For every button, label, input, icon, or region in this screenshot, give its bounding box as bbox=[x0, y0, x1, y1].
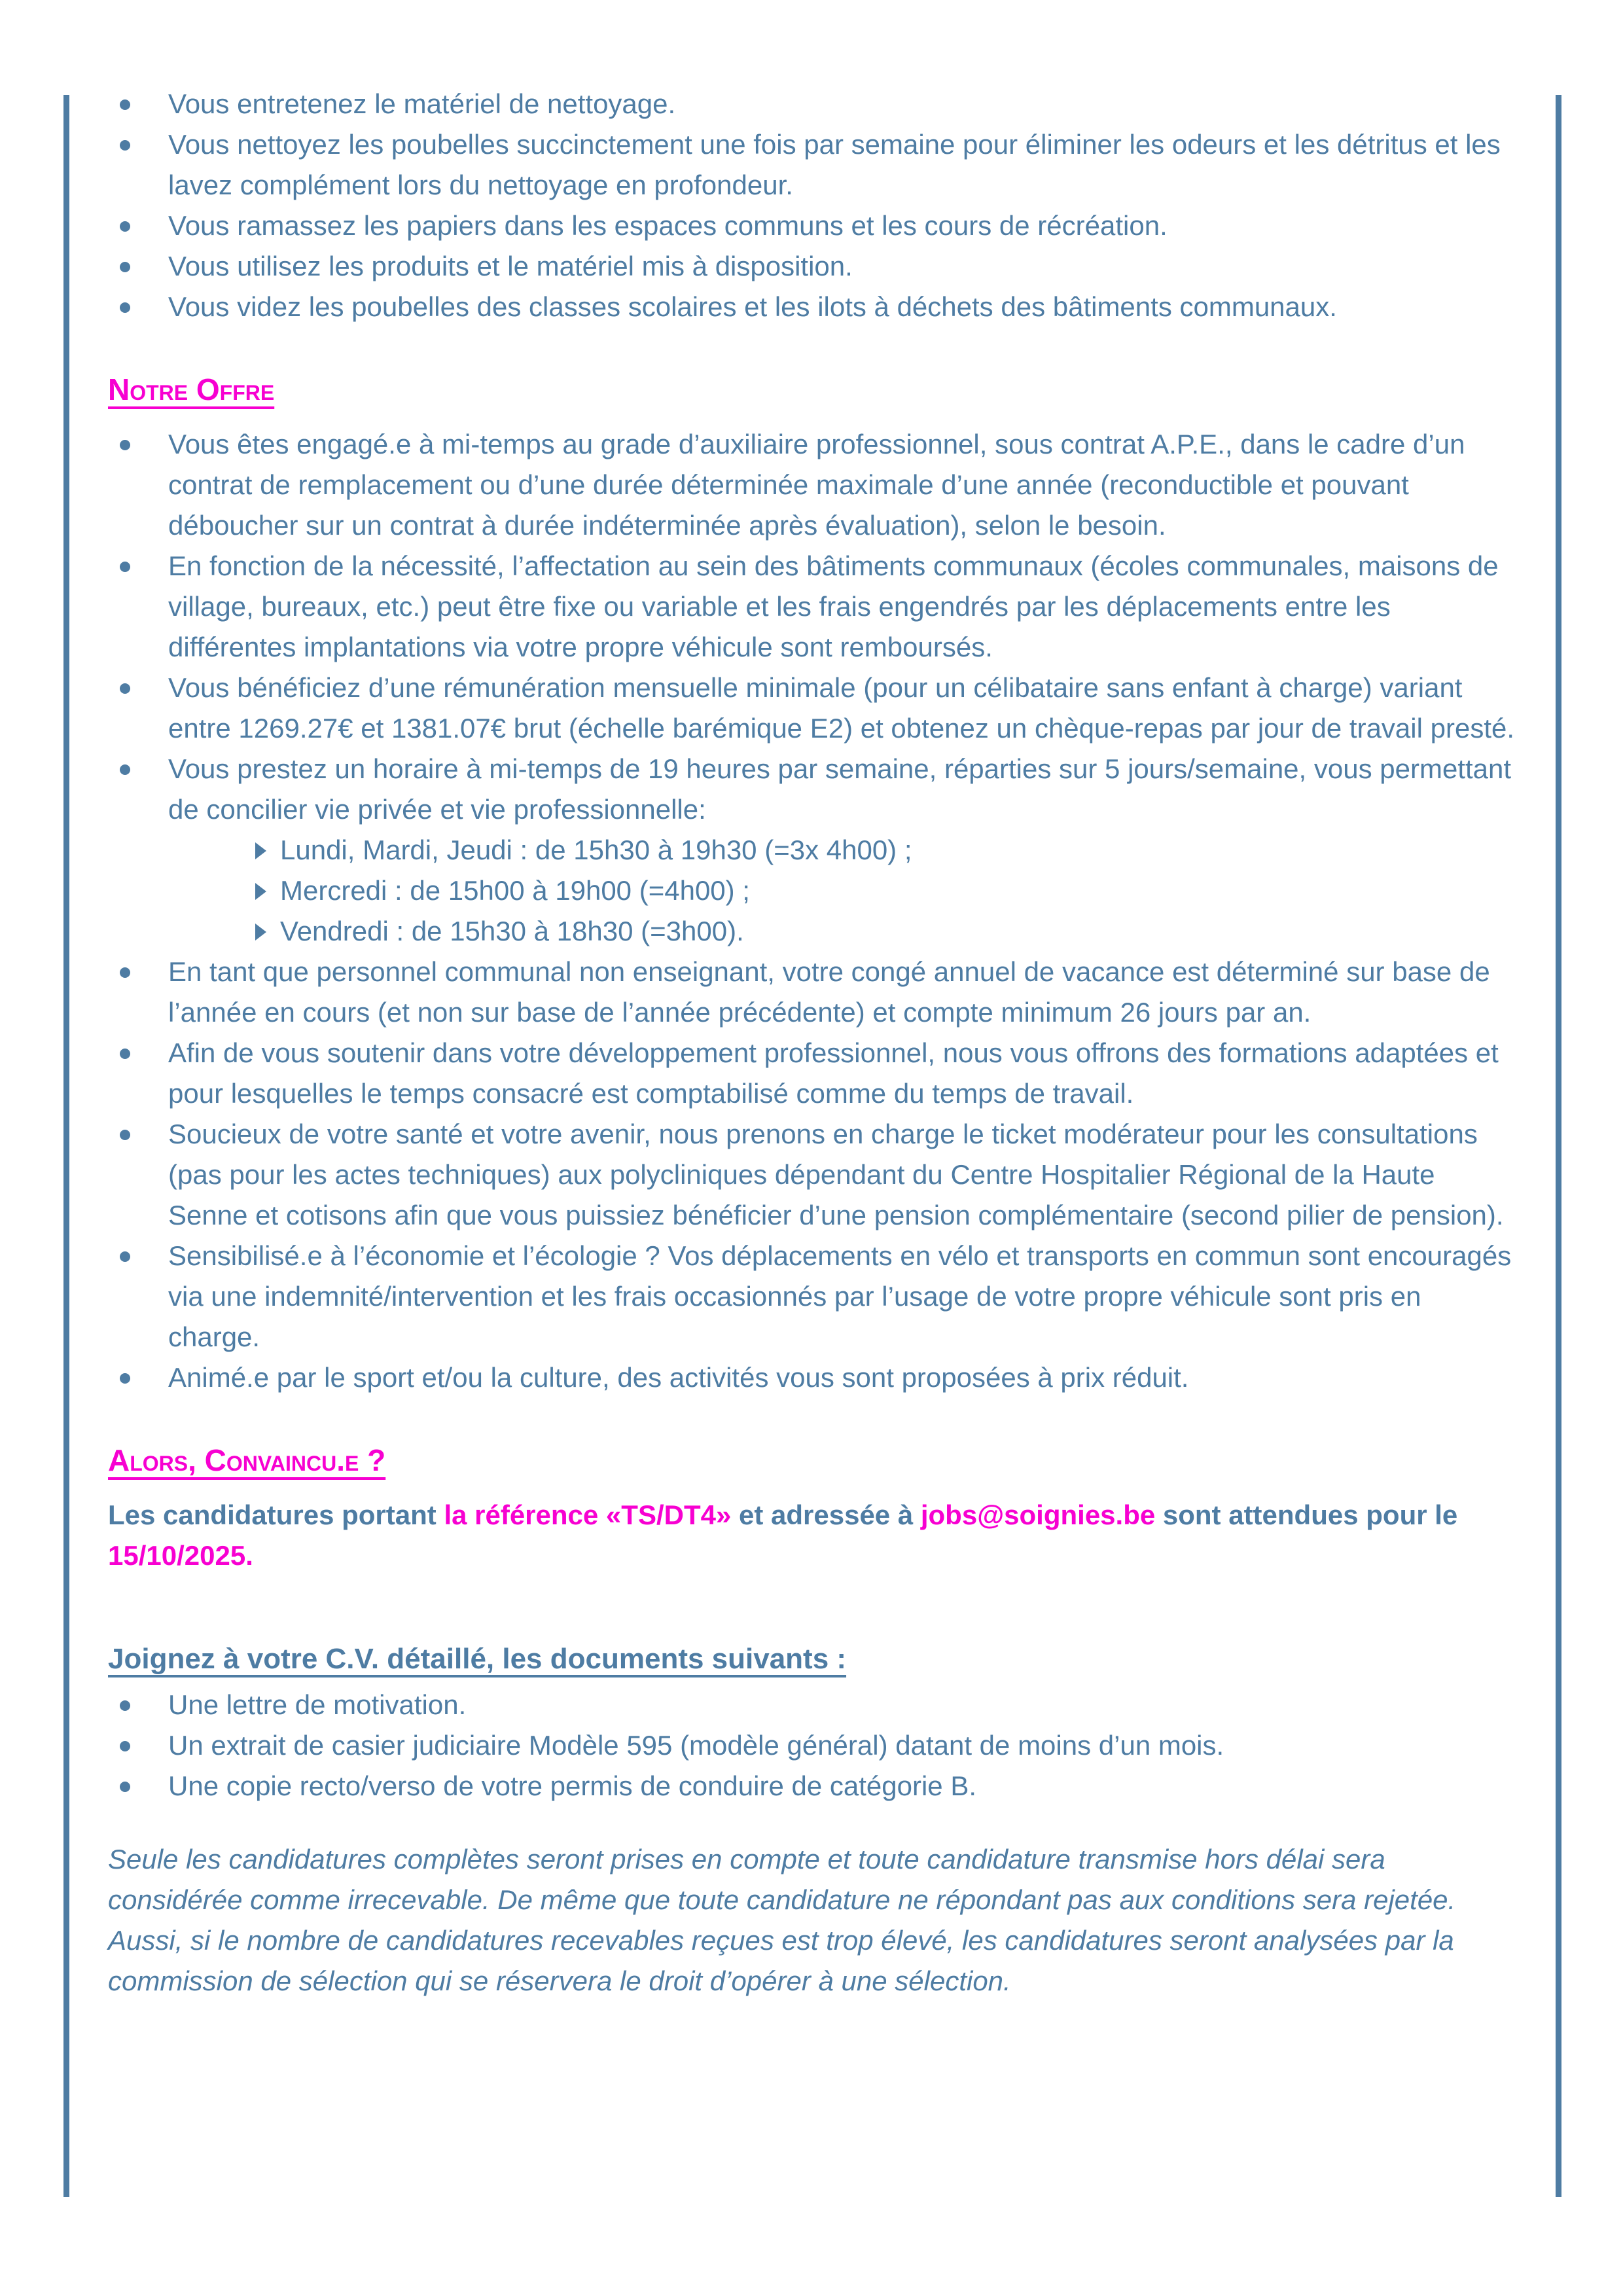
documents-list bbox=[108, 1685, 1516, 1806]
list-item: Vous videz les poubelles des classes scolaires et les ilots à déchets des bâtiments communaux. bbox=[108, 287, 1516, 327]
right-border-line bbox=[1556, 95, 1561, 2197]
offer-section-heading: Notre Offre bbox=[108, 372, 275, 406]
schedule-item: Vendredi : de 15h30 à 18h30 (=3h00). bbox=[215, 911, 1516, 952]
apply-text: Les candidatures portant bbox=[108, 1499, 444, 1530]
schedule-intro: Vous prestez un horaire à mi-temps de 19 heures par semaine, réparties sur 5 jours/semaine, vous permettant de concilier vie privée et vie professionnelle: bbox=[168, 753, 1512, 825]
apply-text: et adressée à bbox=[731, 1499, 921, 1530]
list-item: Vous entretenez le matériel de nettoyage. bbox=[108, 84, 1516, 124]
list-item: En fonction de la nécessité, l’affectation au sein des bâtiments communaux (écoles communales, maisons de village, bureaux, etc.) peut être fixe ou variable et les frais engendrés par les déplacements entre les différentes implantations via votre propre véhicule sont remboursés. bbox=[108, 546, 1516, 668]
schedule-list bbox=[168, 830, 1516, 952]
list-item: Vous utilisez les produits et le matériel mis à disposition. bbox=[108, 246, 1516, 287]
list-item: Vous nettoyez les poubelles succinctement une fois par semaine pour éliminer les odeurs et les détritus et les lavez complément lors du nettoyage en profondeur. bbox=[108, 124, 1516, 206]
list-item: Une copie recto/verso de votre permis de conduire de catégorie B. bbox=[108, 1766, 1516, 1806]
list-item: Vous êtes engagé.e à mi-temps au grade d’auxiliaire professionnel, sous contrat A.P.E., dans le cadre d’un contrat de remplacement ou d’une durée déterminée maximale d’une année (reconductible et pouvant déboucher sur un contrat à durée indéterminée après évaluation), selon le besoin. bbox=[108, 424, 1516, 546]
application-instructions bbox=[108, 1495, 1516, 1576]
page-content bbox=[108, 84, 1516, 2001]
list-item: Animé.e par le sport et/ou la culture, des activités vous sont proposées à prix réduit. bbox=[108, 1357, 1516, 1398]
schedule-item: Lundi, Mardi, Jeudi : de 15h30 à 19h30 (=3x 4h00) ; bbox=[215, 830, 1516, 870]
schedule-item: Mercredi : de 15h00 à 19h00 (=4h00) ; bbox=[215, 870, 1516, 911]
left-border-line bbox=[63, 95, 69, 2197]
email-text: jobs@soignies.be bbox=[920, 1499, 1156, 1530]
list-item: Soucieux de votre santé et votre avenir, nous prenons en charge le ticket modérateur pour les consultations (pas pour les actes techniques) aux polycliniques dépendant du Centre Hospitalier Régional de la Haute Senne et cotisons afin que vous puissiez bénéficier d’une pension complémentaire (second pilier de pension). bbox=[108, 1114, 1516, 1236]
deadline-date-text: 15/10/2025. bbox=[108, 1540, 253, 1571]
list-item: Afin de vous soutenir dans votre développement professionnel, nous vous offrons des formations adaptées et pour lesquelles le temps consacré est comptabilisé comme du temps de travail. bbox=[108, 1033, 1516, 1114]
documents-section-heading: Joignez à votre C.V. détaillé, les documents suivants : bbox=[108, 1643, 847, 1675]
list-item: Un extrait de casier judiciaire Modèle 595 (modèle général) datant de moins d’un mois. bbox=[108, 1725, 1516, 1766]
job-reference-text: la référence «TS/DT4» bbox=[444, 1499, 732, 1530]
list-item: Sensibilisé.e à l’économie et l’écologie ? Vos déplacements en vélo et transports en commun sont encouragés via une indemnité/intervention et les frais occasionnés par l’usage de votre propre véhicule sont pris en charge. bbox=[108, 1236, 1516, 1357]
apply-section-heading: Alors, Convaincu.e ? bbox=[108, 1443, 386, 1477]
apply-text: sont attendues pour le bbox=[1155, 1499, 1458, 1530]
tasks-list bbox=[108, 84, 1516, 327]
list-item-schedule bbox=[108, 749, 1516, 952]
list-item: En tant que personnel communal non enseignant, votre congé annuel de vacance est déterminé sur base de l’année en cours (et non sur base de l’année précédente) et compte minimum 26 jours par an. bbox=[108, 952, 1516, 1033]
list-item: Une lettre de motivation. bbox=[108, 1685, 1516, 1725]
list-item: Vous bénéficiez d’une rémunération mensuelle minimale (pour un célibataire sans enfant à charge) variant entre 1269.27€ et 1381.07€ brut (échelle barémique E2) et obtenez un chèque-repas par jour de travail presté. bbox=[108, 668, 1516, 749]
offer-list bbox=[108, 424, 1516, 1398]
list-item: Vous ramassez les papiers dans les espaces communs et les cours de récréation. bbox=[108, 206, 1516, 246]
disclaimer-paragraph: Seule les candidatures complètes seront prises en compte et toute candidature transmise hors délai sera considérée comme irrecevable. De même que toute candidature ne répondant pas aux conditions sera rejetée. Aussi, si le nombre de candidatures recevables reçues est trop élevé, les candidatures seront analysées par la commission de sélection qui se réservera le droit d’opérer à une sélection. bbox=[108, 1844, 1456, 1996]
